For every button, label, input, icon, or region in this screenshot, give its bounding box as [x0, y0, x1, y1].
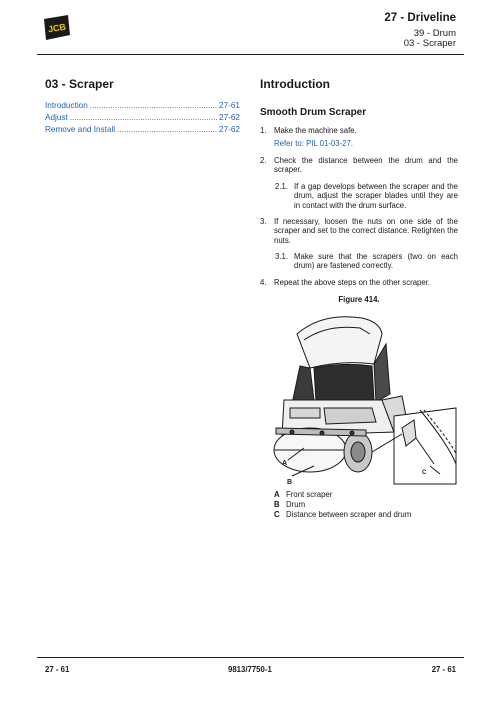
step-text: Repeat the above steps on the other scraper. — [274, 278, 431, 287]
toc-page: 27-62 — [219, 113, 240, 122]
toc-item-remove-and-install[interactable] — [45, 125, 240, 134]
toc-label: Remove and Install — [45, 125, 116, 134]
toc-leader — [70, 113, 217, 122]
legend-key: A — [274, 490, 280, 499]
drum-scraper-illustration — [262, 304, 458, 488]
legend-key: C — [274, 510, 280, 519]
legend-item-c — [274, 510, 411, 520]
toc-label: Introduction — [45, 101, 88, 110]
reference-link[interactable]: Refer to: PIL 01-03-27. — [274, 139, 354, 148]
toc-label: Adjust — [45, 113, 68, 122]
footer-doc-number: 9813/7750-1 — [228, 665, 272, 674]
callout-a: A — [282, 460, 288, 467]
step-4 — [260, 278, 458, 287]
toc-item-adjust[interactable] — [45, 113, 240, 122]
smooth-drum-scraper-heading: Smooth Drum Scraper — [260, 107, 367, 118]
step-number: 2. — [260, 156, 267, 165]
callout-b: B — [287, 479, 293, 486]
step-text: Make sure that the scrapers (two on each drum) are fastened correctly. — [294, 252, 458, 271]
step-3-1 — [275, 252, 458, 271]
legend-text: Front scraper — [286, 490, 333, 499]
chapter-title: 27 - Driveline — [384, 12, 456, 24]
intro-heading: Introduction — [260, 77, 330, 91]
callout-c: C — [422, 470, 427, 476]
footer-page-right: 27 - 61 — [431, 665, 456, 674]
jcb-logo — [40, 13, 73, 43]
step-1 — [260, 126, 458, 135]
legend-item-b — [274, 500, 305, 510]
legend-text: Distance between scraper and drum — [286, 510, 412, 519]
figure-caption: Figure 414. — [338, 295, 380, 304]
step-number: 3. — [260, 217, 267, 226]
svg-text:JCB: JCB — [47, 21, 67, 35]
legend-text: Drum — [286, 500, 306, 509]
toc-item-introduction[interactable] — [45, 101, 240, 110]
step-number: 2.1. — [275, 182, 289, 191]
legend-key: B — [274, 500, 280, 509]
step-text: If a gap develops between the scraper and the drum, adjust the scraper blades until they are in contact with the drum surface. — [294, 182, 458, 210]
toc-page: 27-62 — [219, 125, 240, 134]
section-title: 39 - Drum — [413, 28, 456, 39]
step-text: Make the machine safe. — [274, 126, 357, 135]
footer-page-left: 27 - 61 — [45, 665, 70, 674]
step-number: 3.1. — [275, 252, 289, 261]
step-text: Check the distance between the drum and the scraper. — [274, 156, 458, 175]
footer-rule — [37, 657, 464, 658]
legend-item-a — [274, 490, 332, 500]
step-text: If necessary, loosen the nuts on one side of the scraper and set to the correct distance. Retighten the nuts. — [274, 217, 458, 245]
step-number: 4. — [260, 278, 267, 287]
subsection-title: 03 - Scraper — [403, 38, 456, 49]
header-rule — [37, 54, 464, 55]
section-heading: 03 - Scraper — [45, 77, 114, 91]
toc-leader — [90, 101, 217, 110]
toc-page: 27-61 — [219, 101, 240, 110]
step-2-1 — [275, 182, 458, 210]
step-number: 1. — [260, 126, 267, 135]
toc-leader — [117, 125, 217, 134]
step-3 — [260, 217, 458, 245]
step-2 — [260, 156, 458, 175]
